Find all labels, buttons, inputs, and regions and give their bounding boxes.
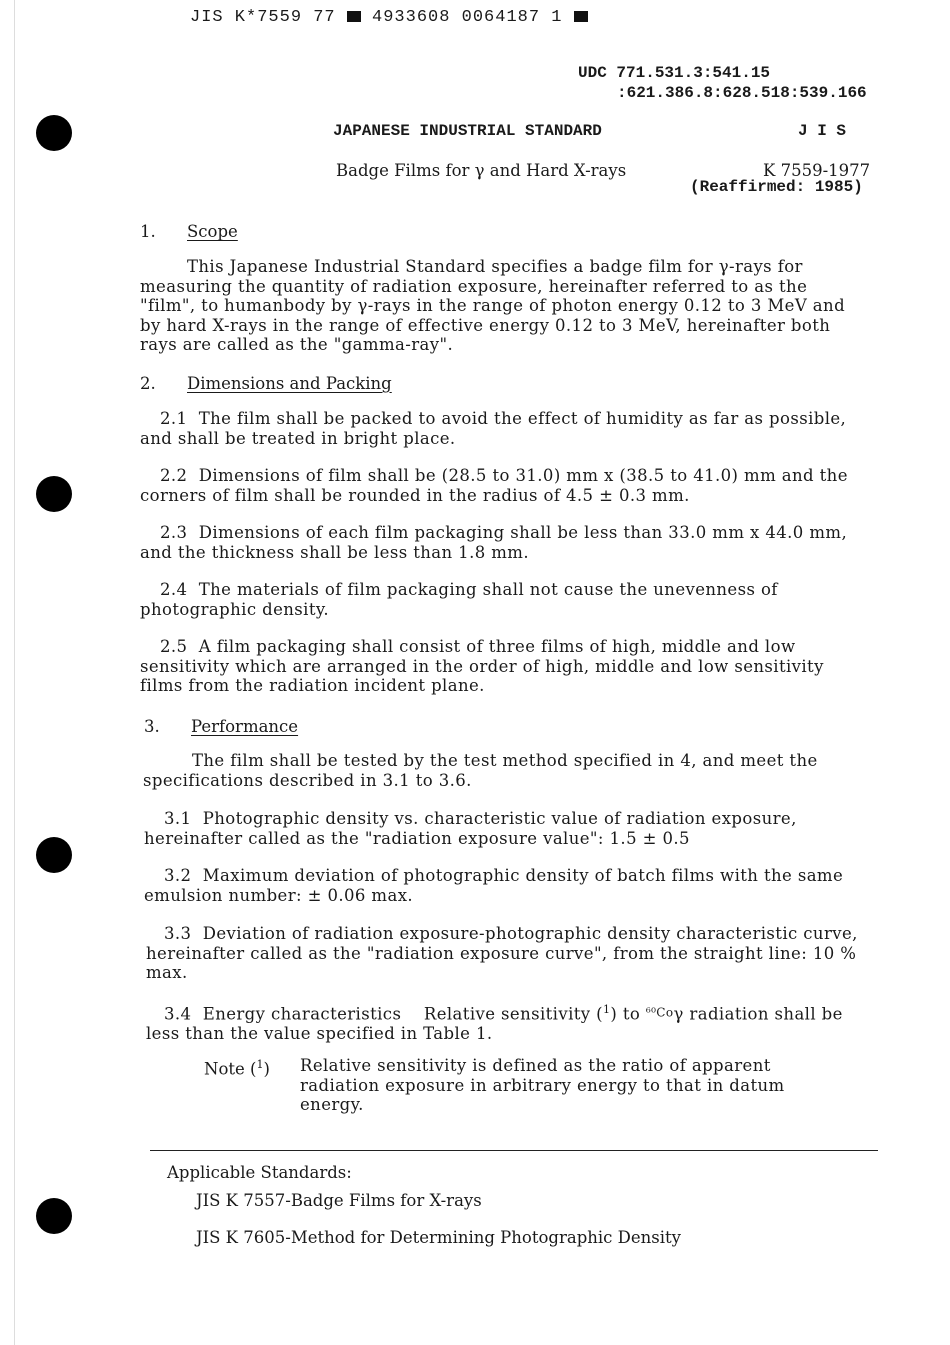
clause-text: Energy characteristics Relative sensitivity ( <box>202 1004 603 1024</box>
clause-3-1 <box>144 809 868 848</box>
clause-number: 3.1 <box>164 809 192 828</box>
section-1-number: 1. <box>140 222 156 241</box>
note-label-text: Note ( <box>204 1059 257 1079</box>
top-code-line <box>190 8 588 27</box>
punch-hole <box>36 1198 72 1234</box>
note-text: Relative sensitivity is defined as the ratio of apparent radiation exposure in arbitrary energy to that in datum energy. <box>300 1056 785 1114</box>
standard-title: JAPANESE INDUSTRIAL STANDARD <box>333 122 602 140</box>
clause-text: Dimensions of each film packaging shall be less than 33.0 mm x 44.0 mm, and the thickness shall be less than 1.8 mm. <box>140 523 848 562</box>
section-2-number: 2. <box>140 374 156 393</box>
clause-number: 2.4 <box>160 580 188 599</box>
clause-2-1 <box>140 409 856 448</box>
applicable-item: JIS K 7557-Badge Films for X-rays <box>196 1191 482 1210</box>
clause-3-2 <box>144 866 868 905</box>
punch-hole <box>36 115 72 151</box>
clause-number: 2.2 <box>160 466 188 485</box>
reaffirmed-date: (Reaffirmed: 1985) <box>690 178 863 196</box>
clause-number: 3.3 <box>164 924 192 943</box>
clause-number: 2.5 <box>160 637 188 656</box>
standard-number: K 7559-1977 <box>763 161 871 180</box>
section-3-number: 3. <box>144 717 160 736</box>
section-3-intro: The film shall be tested by the test method specified in 4, and meet the specifications described in 3.1 to 3.6. <box>143 751 818 790</box>
applicable-heading: Applicable Standards: <box>167 1163 352 1182</box>
note-label-end: ) <box>263 1059 270 1079</box>
clause-text: Dimensions of film shall be (28.5 to 31.0) mm x (38.5 to 41.0) mm and the corners of film shall be rounded in the radius of 4.5 ± 0.3 mm. <box>140 466 848 505</box>
redaction-block <box>574 11 588 22</box>
udc-line-2: :621.386.8:628.518:539.166 <box>617 84 867 102</box>
clause-2-3 <box>140 523 856 562</box>
punch-hole <box>36 476 72 512</box>
clause-text: γ radiation shall be less than the value specified in Table 1. <box>146 1004 843 1043</box>
footnote-divider <box>150 1150 878 1151</box>
clause-text: Deviation of radiation exposure-photographic density characteristic curve, hereinafter called as the "radiation exposure curve", from the straight line: 10 % max. <box>146 924 858 982</box>
clause-text: Photographic density vs. characteristic value of radiation exposure, hereinafter called as the "radiation exposure value": 1.5 ± 0.5 <box>144 809 797 848</box>
top-code-part-1: JIS K*7559 77 <box>190 8 336 27</box>
clause-text: Maximum deviation of photographic density of batch films with the same emulsion number: ± 0.06 max. <box>144 866 844 905</box>
clause-2-2 <box>140 466 856 505</box>
section-3-title: Performance <box>191 717 299 736</box>
clause-text: A film packaging shall consist of three films of high, middle and low sensitivity which are arranged in the order of high, middle and low sensitivity films from the radiation incident plane. <box>140 637 824 695</box>
clause-text: ) to <box>610 1004 646 1024</box>
standard-abbr: J I S <box>798 122 847 140</box>
clause-3-4 <box>146 1000 862 1044</box>
applicable-item: JIS K 7605-Method for Determining Photographic Density <box>196 1228 681 1247</box>
clause-3-3 <box>146 924 866 983</box>
section-1-body: This Japanese Industrial Standard specifies a badge film for γ-rays for measuring the quantity of radiation exposure, hereinafter referred to as the "film", to humanbody by γ-rays in the range of photon energy 0.12 to 3 MeV and by hard X-rays in the range of effective energy 0.12 to 3 MeV, hereinafter both rays are called as the "gamma-ray". <box>140 257 846 354</box>
clause-2-5 <box>140 637 868 696</box>
clause-number: 2.3 <box>160 523 188 542</box>
punch-hole <box>36 837 72 873</box>
note-label <box>204 1058 270 1079</box>
clause-number: 3.2 <box>164 866 192 885</box>
redaction-block <box>347 11 361 22</box>
footnote-ref: 1 <box>602 1003 611 1016</box>
top-code-part-2: 4933608 0064187 1 <box>372 8 563 27</box>
clause-text: The film shall be packed to avoid the effect of humidity as far as possible, and shall be treated in bright place. <box>140 409 847 448</box>
isotope-label: ⁶⁰Co <box>645 1005 674 1020</box>
clause-number: 2.1 <box>160 409 188 428</box>
clause-number: 3.4 <box>164 1004 192 1024</box>
clause-2-4 <box>140 580 856 619</box>
section-2-title: Dimensions and Packing <box>187 374 392 393</box>
clause-text: The materials of film packaging shall not cause the unevenness of photographic density. <box>140 580 778 619</box>
section-1-title: Scope <box>187 222 238 241</box>
scan-edge <box>14 0 15 1345</box>
udc-line-1: UDC 771.531.3:541.15 <box>578 64 771 82</box>
footnote-ref: 1 <box>256 1058 264 1071</box>
document-subtitle: Badge Films for γ and Hard X-rays <box>336 161 627 180</box>
